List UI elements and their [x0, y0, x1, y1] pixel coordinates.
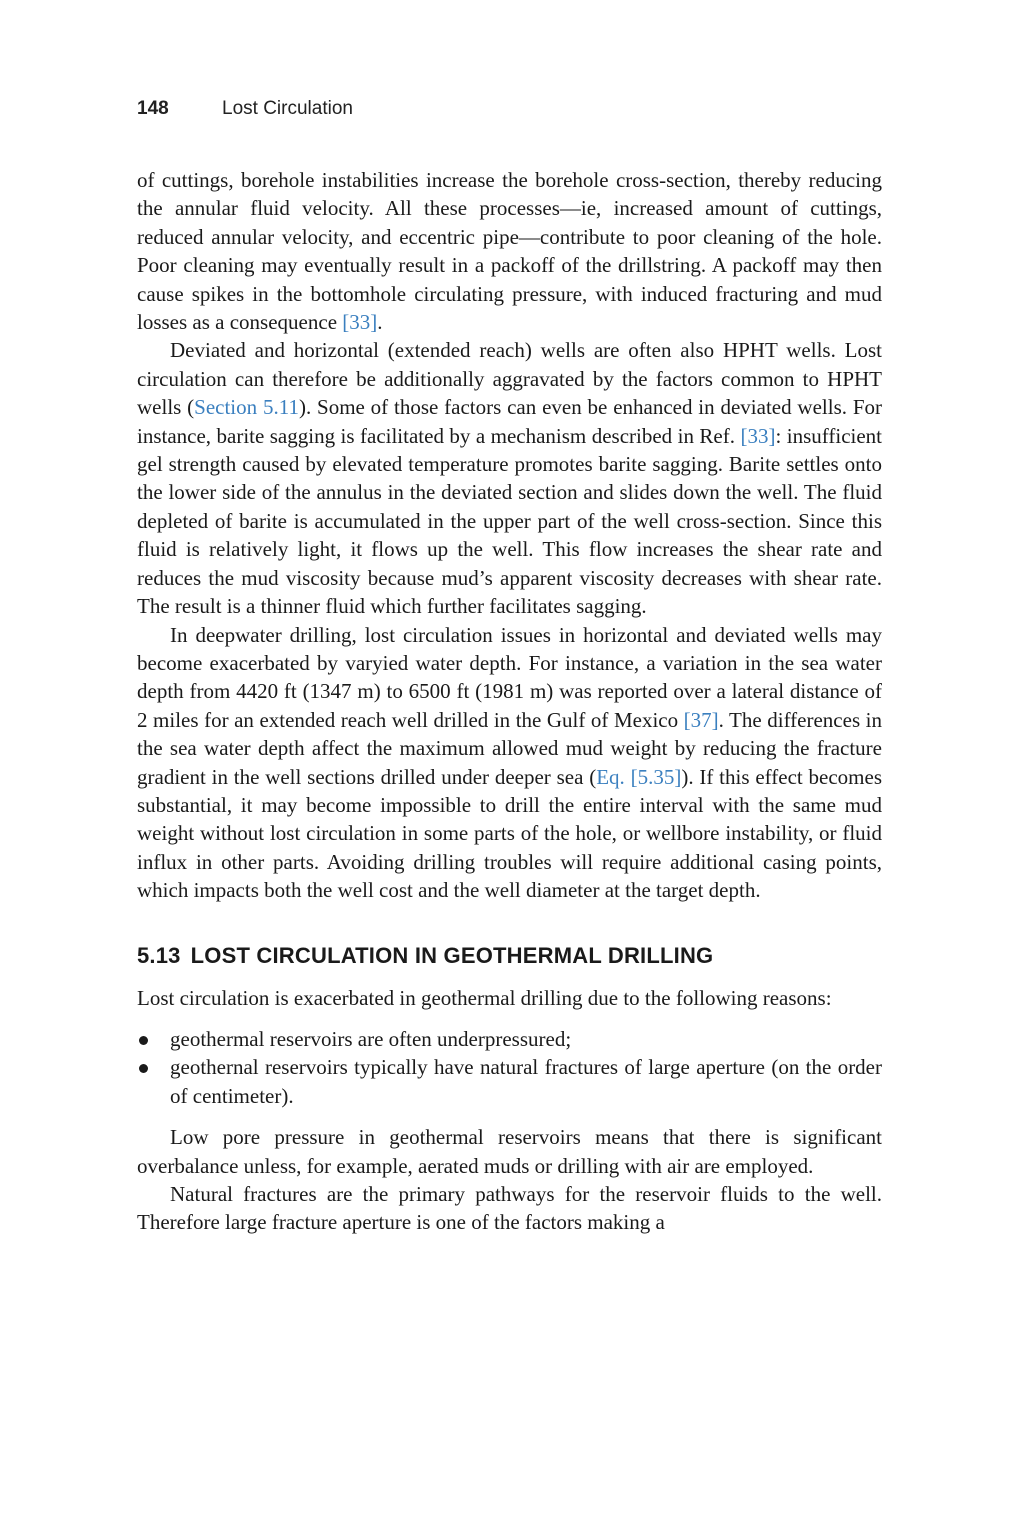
paragraph-2-text-c: : insufficient gel strength caused by elevated temperature promotes barite sagging. Barite settles onto the lower side of the annulus in the deviated section and slides down the well. The fluid depleted of barite is accumulated in the upper part of the well cross-section. Since this fluid is relatively light, it flows up the well. This flow increases the shear rate and reduces the mud viscosity because mud’s apparent viscosity decreases with shear rate. The result is a thinner fluid which further facilitates sagging. [137, 423, 882, 619]
paragraph-6: Natural fractures are the primary pathways for the reservoir fluids to the well. Therefore large fracture aperture is one of the factors making a [137, 1182, 882, 1235]
paragraph-1-end: . [377, 310, 383, 335]
paragraph-1 [137, 166, 882, 336]
running-title: Lost Circulation [222, 98, 353, 119]
paragraph-2 [137, 336, 882, 620]
running-head [137, 96, 353, 122]
paragraph-3-text-b: . The differences in the sea water depth affect the maximum allowed mud weight by reducing the fracture gradient in the well sections drilled under deeper sea ( [137, 707, 882, 789]
section-title: LOST CIRCULATION IN GEOTHERMAL DRILLING [190, 942, 714, 968]
citation-33-link[interactable]: [33] [342, 310, 378, 335]
equation-5-35-link[interactable]: Eq. [5.35] [596, 764, 682, 789]
section-number: 5.13 [137, 942, 181, 968]
section-5-11-link[interactable]: Section 5.11 [194, 395, 299, 420]
paragraph-4: Lost circulation is exacerbated in geothermal drilling due to the following reasons: [137, 985, 832, 1010]
bullet-list [137, 1025, 882, 1110]
list-item-text: geothernal reservoirs typically have natural fractures of large aperture (on the order of centimeter). [170, 1055, 882, 1108]
paragraph-3-text-c: ). If this effect becomes substantial, it may become impossible to drill the entire interval with the same mud weight without lost circulation in some parts of the hole, or wellbore instability, or fluid influx in other parts. Avoiding drilling troubles will require additional casing points, which impacts both the well cost and the well diameter at the target depth. [137, 764, 882, 903]
paragraph-3 [137, 621, 882, 905]
list-item-text: geothermal reservoirs are often underpressured; [170, 1026, 572, 1051]
paragraph-3-text-a: In deepwater drilling, lost circulation issues in horizontal and deviated wells may become exacerbated by varyied water depth. For instance, a variation in the sea water depth from 4420 ft (1347 m) to 6500 ft (1981 m) was reported over a lateral distance of 2 miles for an extended reach well drilled in the Gulf of Mexico [137, 622, 882, 732]
bullet-icon [139, 1064, 148, 1073]
paragraph-2-text-b: ). Some of those factors can even be enhanced in deviated wells. For instance, barite sagging is facilitated by a mechanism described in Ref. [137, 395, 883, 448]
paragraph-2-text-a: Deviated and horizontal (extended reach) wells are often also HPHT wells. Lost circulation can therefore be additionally aggravated by the factors common to HPHT wells ( [137, 338, 882, 420]
paragraph-1-text: of cuttings, borehole instabilities increase the borehole cross-section, thereby reducing the annular fluid velocity. All these processes—ie, increased amount of cuttings, reduced annular velocity, and eccentric pipe—contribute to poor cleaning of the hole. Poor cleaning may eventually result in a packoff of the drillstring. A packoff may then cause spikes in the bottomhole circulating pressure, with induced fracturing and mud losses as a consequence [137, 168, 882, 335]
list-item [137, 1053, 882, 1110]
citation-37-link[interactable]: [37] [683, 707, 719, 732]
page-number: 148 [137, 98, 169, 119]
body-text [137, 166, 882, 1237]
bullet-icon [139, 1036, 148, 1045]
section-heading [137, 942, 882, 970]
citation-33-link[interactable]: [33] [740, 423, 776, 448]
paragraph-5: Low pore pressure in geothermal reservoirs means that there is significant overbalance unless, for example, aerated muds or drilling with air are employed. [137, 1125, 882, 1178]
list-item [137, 1025, 882, 1053]
